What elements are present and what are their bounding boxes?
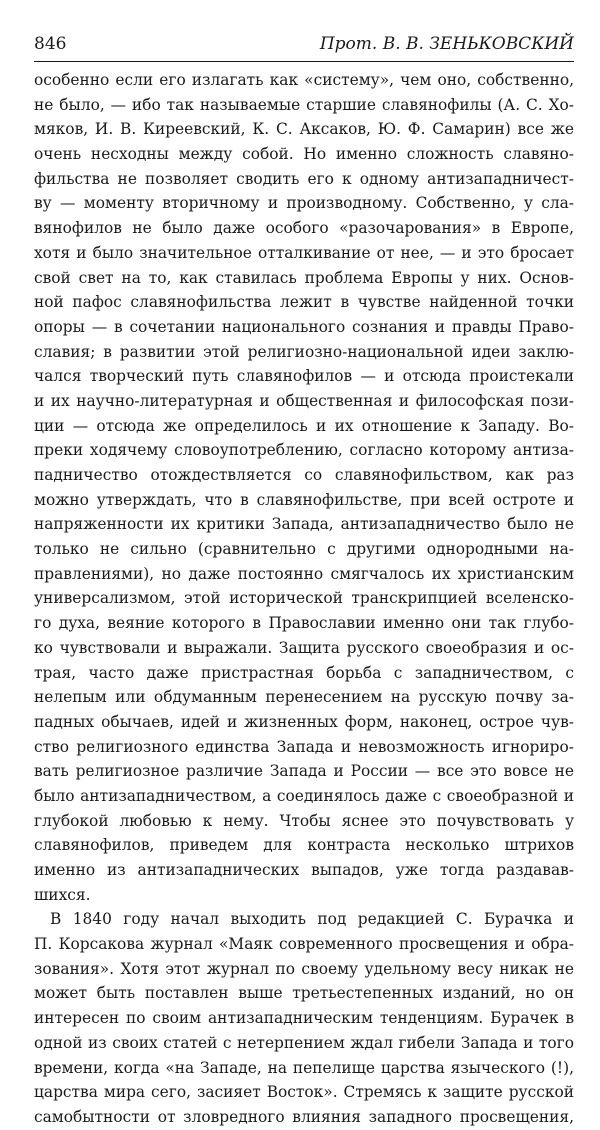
paragraph-2 [34,907,574,1129]
text-line: падничество отождествляется со славянофильством, как раз [34,466,574,484]
text-line: мяков, И. В. Киреевский, К. С. Аксаков, Ю. Ф. Самарин) все же [34,120,574,139]
text-line: было антизападничеством, а соединялось даже с своеобразной и [34,786,574,805]
text-line: и их научно-литературная и общественная и философская пози- [34,391,574,410]
text-line: особенно если его излагать как «систему», чем оно, собственно, [34,71,574,89]
text-line: самобытности от зловредного влияния западного просвещения, [34,1107,574,1126]
text-line: П. Корсакова журнал «Маяк современного просвещения и обра- [34,935,574,954]
text-line: не было, — ибо так называемые старшие славянофилы (А. С. Хо- [34,95,574,114]
text-line: ции — отсюда же определилось и их отношение к Западу. Во- [34,416,574,435]
text-line: времени, когда «на Западе, на пепелище царства языческого (!), [34,1058,574,1077]
header-rule [34,61,574,62]
text-line: очень несходны между собой. Но именно сложность славяно- [34,145,574,164]
text-line: славия; в развитии этой религиозно-национальной идеи заклю- [34,342,574,361]
text-line: может быть поставлен выше третьестепенных изданий, но он [34,984,574,1003]
body-text [34,68,574,1130]
text-line: ство религиозного единства Запада и невозможность игнориро- [34,737,574,756]
text-line: хотя и было значительное отталкивание от нее, — и это бросает [34,243,574,262]
running-header [34,32,574,56]
text-line: чался творческий путь славянофилов — и отсюда проистекали [34,367,574,386]
text-line: трая, часто даже пристрастная борьба с западничеством, с [34,663,574,682]
text-line: напряженности их критики Запада, антизападничество было не [34,515,574,534]
running-header-author: Прот. В. В. ЗЕНЬКОВСКИЙ [319,34,574,54]
text-line: вать религиозное различие Запада и России — все это вовсе не [34,762,574,781]
text-line: славянофилов, приведем для контраста несколько штрихов [34,836,574,855]
text-line: преки ходячему словоупотреблению, согласно которому антиза- [34,441,574,460]
text-line: В 1840 году начал выходить под редакцией С. Бурачка и [50,910,574,929]
text-line: царства мира сего, засияет Восток». Стремясь к защите русской [34,1083,574,1102]
text-line: ко чувствовали и выражали. Защита русского своеобразия и ос- [34,638,574,657]
text-line: только не сильно (сравнительно с другими однородными на- [34,540,574,559]
paragraph-1 [34,68,574,907]
text-line: глубокой любовью к нему. Чтобы яснее это почувствовать у [34,811,574,830]
text-line: ву — моменту вторичному и производному. Собственно, у сла- [34,194,574,213]
text-line: вянофилов не было даже особого «разочарования» в Европе, [34,219,574,238]
text-line: фильства не позволяет сводить его к одному антизападничест- [34,169,574,188]
text-line: одной из своих статей с нетерпением ждал гибели Запада и того [34,1033,574,1052]
text-line: нелепым или обдуманным перенесением на русскую почву за- [34,688,574,707]
text-line: шихся. [34,885,91,904]
text-line: падных обычаев, идей и жизненных форм, наконец, острое чув- [34,712,574,731]
text-line: ной пафос славянофильства лежит в чувстве найденной точки [34,293,574,312]
text-line: свой свет на то, как ставилась проблема Европы у них. Основ- [34,268,574,287]
text-line: правлениями), но даже постоянно смягчалось их христианским [34,564,574,583]
text-line: именно из антизападнических выпадов, уже тогда раздавав- [34,861,574,879]
text-line: опоры — в сочетании национального сознания и правды Право- [34,317,574,336]
text-line: зования». Хотя этот журнал по своему удельному весу никак не [34,959,574,978]
text-line: интересен по своим антизападническим тенденциям. Бурачек в [34,1009,574,1028]
text-line: универсализмом, этой исторической транскрипцией вселенско- [34,589,574,608]
page-number: 846 [34,34,67,54]
text-line: можно утверждать, что в славянофильстве, при всей остроте и [34,490,574,509]
text-line: го духа, веяние которого в Православии именно они так глубо- [34,614,574,633]
